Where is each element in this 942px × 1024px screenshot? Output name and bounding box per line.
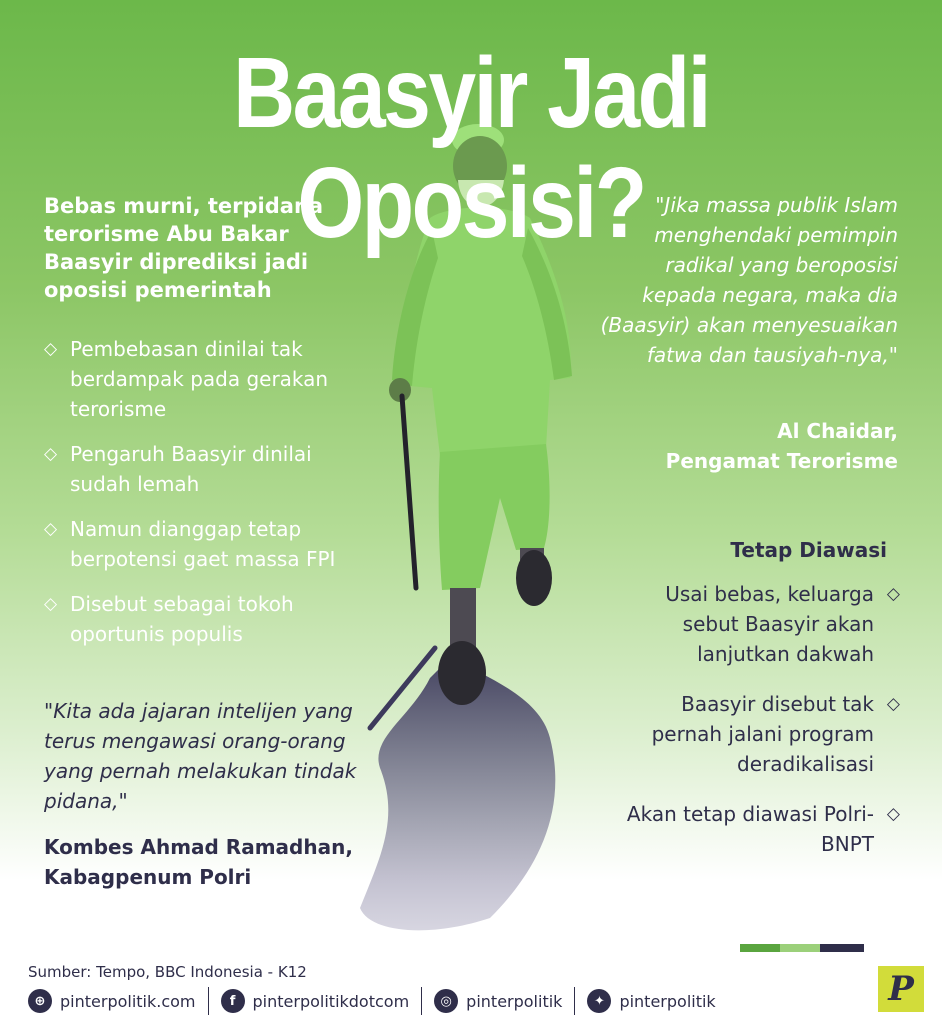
quote-right-text: "Jika massa publik Islam menghendaki pemimpin radikal yang beroposisi kepada negara, maka dia (Baasyir) akan menyesuaikan fatwa dan tausiyah-nya," xyxy=(600,193,898,367)
diamond-icon: ◇ xyxy=(886,584,900,604)
walking-cane xyxy=(402,396,416,588)
diamond-icon: ◇ xyxy=(44,594,58,614)
color-bar-segment xyxy=(740,944,780,952)
page-title: Baasyir Jadi Oposisi? xyxy=(233,37,709,259)
left-bullet-list xyxy=(44,334,364,664)
divider xyxy=(574,987,575,1015)
source-text: Sumber: Tempo, BBC Indonesia - K12 xyxy=(28,963,307,981)
list-item xyxy=(620,579,900,669)
color-bar-segment xyxy=(820,944,864,952)
color-bar-segment xyxy=(780,944,820,952)
bullet-text: Baasyir disebut tak pernah jalani program deradikalisasi xyxy=(651,692,874,776)
quote-left-attribution xyxy=(44,832,384,892)
list-item xyxy=(44,439,364,499)
diamond-icon: ◇ xyxy=(44,339,58,359)
social-label: pinterpolitik xyxy=(619,991,716,1011)
diamond-icon: ◇ xyxy=(886,804,900,824)
instagram-icon: ◎ xyxy=(434,989,458,1013)
list-item xyxy=(44,589,364,649)
diamond-icon: ◇ xyxy=(886,694,900,714)
social-links xyxy=(28,987,728,1015)
social-instagram[interactable] xyxy=(434,989,574,1013)
quote-left-text: "Kita ada jajaran intelijen yang terus mengawasi orang-orang yang pernah melakukan tindak pidana," xyxy=(44,699,357,813)
bullet-text: Akan tetap diawasi Polri-BNPT xyxy=(626,802,874,856)
social-label: pinterpolitikdotcom xyxy=(252,991,410,1011)
diamond-icon: ◇ xyxy=(44,519,58,539)
divider xyxy=(421,987,422,1015)
lead-text: Bebas murni, terpidana terorisme Abu Bakar Baasyir diprediksi jadi oposisi pemerintah xyxy=(44,194,324,302)
attribution-role: Pengamat Terorisme xyxy=(665,449,898,473)
bullet-text: Namun dianggap tetap berpotensi gaet massa FPI xyxy=(70,517,336,571)
list-item xyxy=(44,334,364,424)
divider xyxy=(208,987,209,1015)
social-label: pinterpolitik.com xyxy=(60,991,196,1011)
social-twitter[interactable] xyxy=(587,989,727,1013)
social-label: pinterpolitik xyxy=(466,991,563,1011)
facebook-icon: f xyxy=(221,989,245,1013)
attribution-name: Kombes Ahmad Ramadhan, xyxy=(44,835,353,859)
list-item xyxy=(44,514,364,574)
bullet-text: Pembebasan dinilai tak berdampak pada gerakan terorisme xyxy=(70,337,329,421)
social-facebook[interactable] xyxy=(221,989,422,1013)
quote-right-attribution xyxy=(600,416,898,476)
diamond-icon: ◇ xyxy=(44,444,58,464)
bullet-text: Disebut sebagai tokoh oportunis populis xyxy=(70,592,294,646)
bullet-text: Pengaruh Baasyir dinilai sudah lemah xyxy=(70,442,312,496)
social-website[interactable] xyxy=(28,989,208,1013)
right-bullet-list xyxy=(620,579,900,879)
attribution-name: Al Chaidar, xyxy=(777,419,898,443)
globe-icon: ⊕ xyxy=(28,989,52,1013)
section-title: Tetap Diawasi xyxy=(730,538,887,562)
list-item xyxy=(620,689,900,779)
list-item xyxy=(620,799,900,859)
bullet-text: Usai bebas, keluarga sebut Baasyir akan lanjutkan dakwah xyxy=(665,582,874,666)
color-bar xyxy=(740,944,864,952)
twitter-icon: ✦ xyxy=(587,989,611,1013)
attribution-role: Kabagpenum Polri xyxy=(44,865,252,889)
brand-logo: P xyxy=(878,966,924,1012)
